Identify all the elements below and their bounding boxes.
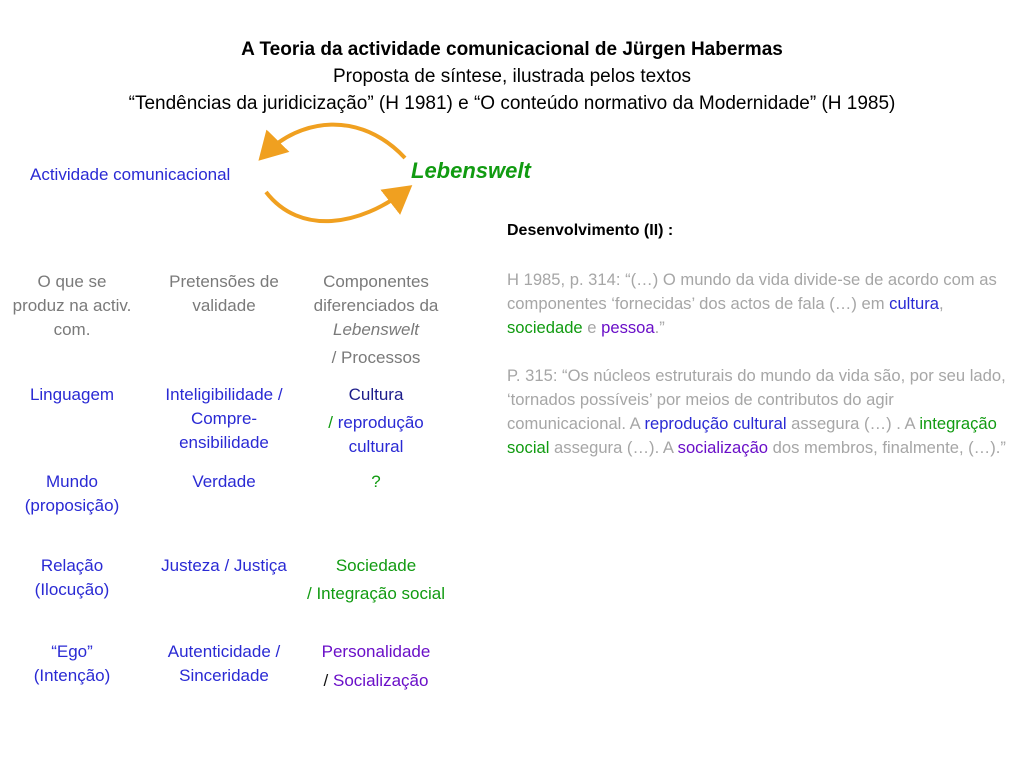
arrow-to-lebenswelt bbox=[266, 190, 406, 221]
row1-process bbox=[302, 411, 450, 459]
arrow-to-activity bbox=[264, 125, 405, 158]
subtitle: Proposta de síntese, ilustrada pelos textos bbox=[332, 66, 692, 87]
q2-end: dos membros, finalmente, (…).” bbox=[768, 438, 1006, 457]
row1-component: Cultura bbox=[348, 385, 404, 404]
row1-process-slash: / bbox=[328, 413, 338, 432]
row4-process bbox=[302, 669, 450, 693]
q1-sep1: , bbox=[938, 294, 944, 313]
row1-validity: Inteligibilidade / Compre-ensibilidade bbox=[165, 385, 283, 452]
header-components-text: Componentes diferenciados da bbox=[313, 272, 439, 315]
row2-production: Mundo (proposição) bbox=[24, 472, 120, 515]
header-processes: / Processos bbox=[331, 348, 421, 367]
q2-sep1: assegura (…) . A bbox=[786, 414, 920, 433]
q1-end: .” bbox=[654, 318, 665, 337]
q1-keyword-society: sociedade bbox=[507, 318, 583, 337]
q2-keyword-cultural-reproduction: reprodução cultural bbox=[644, 414, 787, 433]
row3-component: Sociedade bbox=[335, 556, 417, 575]
row4-process-text: Socialização bbox=[333, 671, 429, 690]
row3-validity: Justeza / Justiça bbox=[161, 556, 287, 575]
q2-sep2: assegura (…). A bbox=[549, 438, 678, 457]
quote-p315 bbox=[507, 364, 1017, 460]
row1-process-text: reprodução cultural bbox=[337, 413, 424, 456]
q2-keyword-social-integration: integração social bbox=[507, 414, 997, 457]
row2-validity: Verdade bbox=[192, 472, 256, 491]
header-components bbox=[302, 270, 450, 342]
main-title: A Teoria da actividade comunicacional de Jürgen Habermas bbox=[241, 39, 783, 60]
header-production: O que se produz na activ. com. bbox=[12, 272, 132, 339]
row3-production: Relação (Ilocução) bbox=[34, 556, 110, 599]
header-validity: Pretensões de validade bbox=[169, 272, 279, 315]
q1-text: H 1985, p. 314: “(…) O mundo da vida divide-se de acordo com as componentes ‘fornecidas’ dos actos de fala (…) em bbox=[507, 270, 997, 313]
q1-keyword-person: pessoa bbox=[601, 318, 655, 337]
q1-sep2: e bbox=[582, 318, 602, 337]
row4-process-slash: / bbox=[323, 671, 333, 690]
row4-component: Personalidade bbox=[321, 642, 431, 661]
subtitle-works: “Tendências da juridicização” (H 1981) e “O conteúdo normativo da Modernidade” (H 1985) bbox=[128, 93, 896, 114]
header-components-italic: Lebenswelt bbox=[332, 320, 419, 339]
row2-component: ? bbox=[371, 472, 381, 491]
q2-text: P. 315: “Os núcleos estruturais do mundo da vida são, por seu lado, ‘tornados possíveis’ por meios de contributos do agir comunicacional. A bbox=[507, 366, 1006, 433]
row1-production: Linguagem bbox=[29, 385, 115, 404]
row4-production: “Ego” (Intenção) bbox=[33, 642, 111, 685]
q1-keyword-culture: cultura bbox=[889, 294, 939, 313]
q2-keyword-socialization: socialização bbox=[677, 438, 769, 457]
development-heading: Desenvolvimento (II) : bbox=[507, 222, 674, 239]
activity-label: Actividade comunicacional bbox=[30, 165, 231, 184]
quote-1985-p314 bbox=[507, 268, 1017, 340]
row4-validity: Autenticidade / Sinceridade bbox=[167, 642, 281, 685]
lebenswelt-label: Lebenswelt bbox=[411, 158, 531, 183]
row3-process: / Integração social bbox=[307, 584, 445, 603]
